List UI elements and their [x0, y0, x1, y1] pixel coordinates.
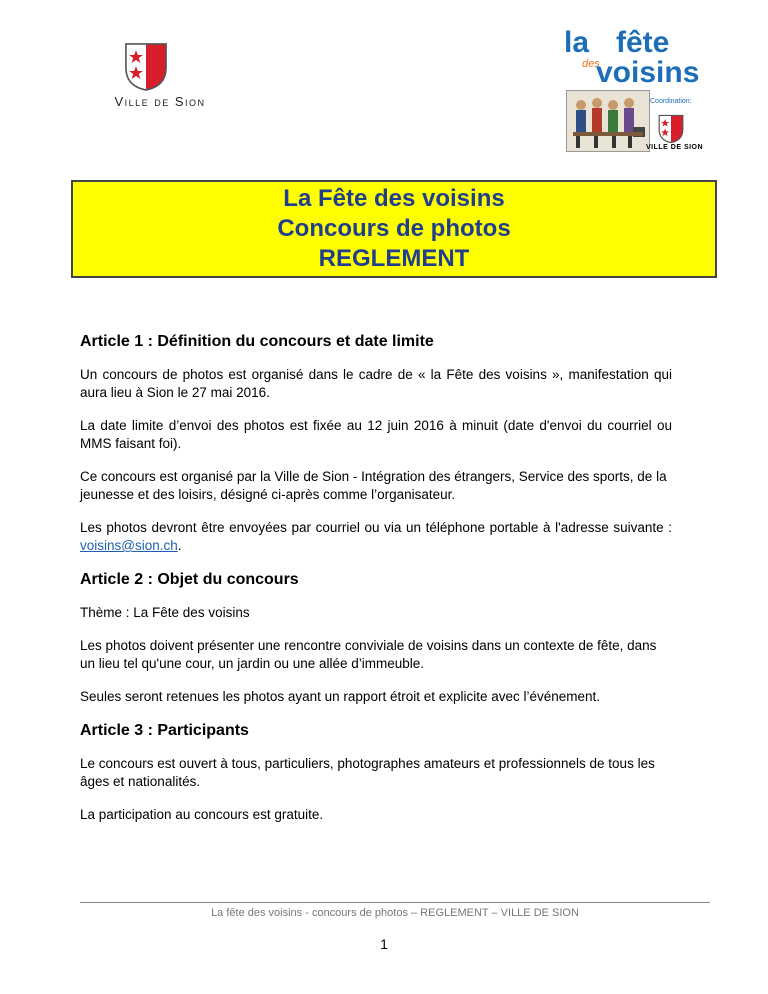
article-2-paragraph: Seules seront retenues les photos ayant un rapport étroit et explicite avec l’événement. [80, 689, 601, 704]
neighbours-illustration [566, 90, 650, 152]
footer-divider [80, 902, 710, 903]
logo-des: des [582, 58, 600, 70]
article-3-paragraph: Le concours est ouvert à tous, particuliers, photographes amateurs et professionnels de tous les âges et nationalités. [80, 756, 655, 789]
article-2-paragraph: Les photos doivent présenter une rencontre conviviale de voisins dans un contexte de fête, dans un lieu tel qu'une cour, un jardin ou une allée d’immeuble. [80, 638, 657, 671]
footer-text: La fête des voisins - concours de photos – REGLEMENT – VILLE DE SION [211, 907, 579, 919]
article-3-paragraph: La participation au concours est gratuite. [80, 807, 324, 822]
article-1-paragraph: Un concours de photos est organisé dans le cadre de « la Fête des voisins », manifestation qui aura lieu à Sion le 27 mai 2016. [80, 367, 672, 400]
document-body [80, 332, 672, 839]
logo-voisins: voisins [596, 56, 700, 89]
title-box [71, 180, 717, 278]
article-3 [80, 721, 672, 824]
title-line-3: REGLEMENT [318, 245, 470, 272]
article-1-paragraph: Ce concours est organisé par la Ville de Sion - Intégration des étrangers, Service des sports, de la jeunesse et des loisirs, désigné ci-après comme l’organisateur. [80, 469, 667, 502]
email-intro-text: Les photos devront être envoyées par courriel ou via un téléphone portable à l'adresse suivante : [80, 520, 672, 535]
article-2 [80, 570, 672, 706]
small-sion-shield-icon [658, 114, 684, 144]
email-link[interactable]: voisins@sion.ch [80, 538, 178, 553]
logo-ville-de-sion: VILLE DE SION [646, 144, 704, 151]
article-3-heading: Article 3 : Participants [80, 722, 249, 739]
article-1 [80, 332, 672, 555]
ville-de-sion-logo [90, 42, 230, 112]
article-1-paragraph: La date limite d’envoi des photos est fixée au 12 juin 2016 à minuit (date d'envoi du courriel ou MMS faisant foi). [80, 418, 672, 451]
sion-shield-icon [124, 42, 168, 92]
fete-des-voisins-logo [560, 28, 710, 154]
article-2-paragraph: Thème : La Fête des voisins [80, 605, 250, 620]
title-line-1: La Fête des voisins [283, 185, 505, 212]
email-outro-text: . [177, 538, 182, 553]
logo-coordination: Coordination: [650, 98, 692, 105]
article-1-heading: Article 1 : Définition du concours et date limite [80, 333, 434, 350]
article-2-heading: Article 2 : Objet du concours [80, 571, 299, 588]
logo-fete: fête [616, 26, 670, 59]
people-icon [567, 91, 649, 151]
title-line-2: Concours de photos [277, 215, 511, 242]
page-number: 1 [380, 936, 388, 952]
article-1-email-paragraph [80, 519, 672, 555]
logo-la: la [564, 26, 590, 59]
ville-de-sion-label: Ville de Sion [114, 94, 206, 109]
